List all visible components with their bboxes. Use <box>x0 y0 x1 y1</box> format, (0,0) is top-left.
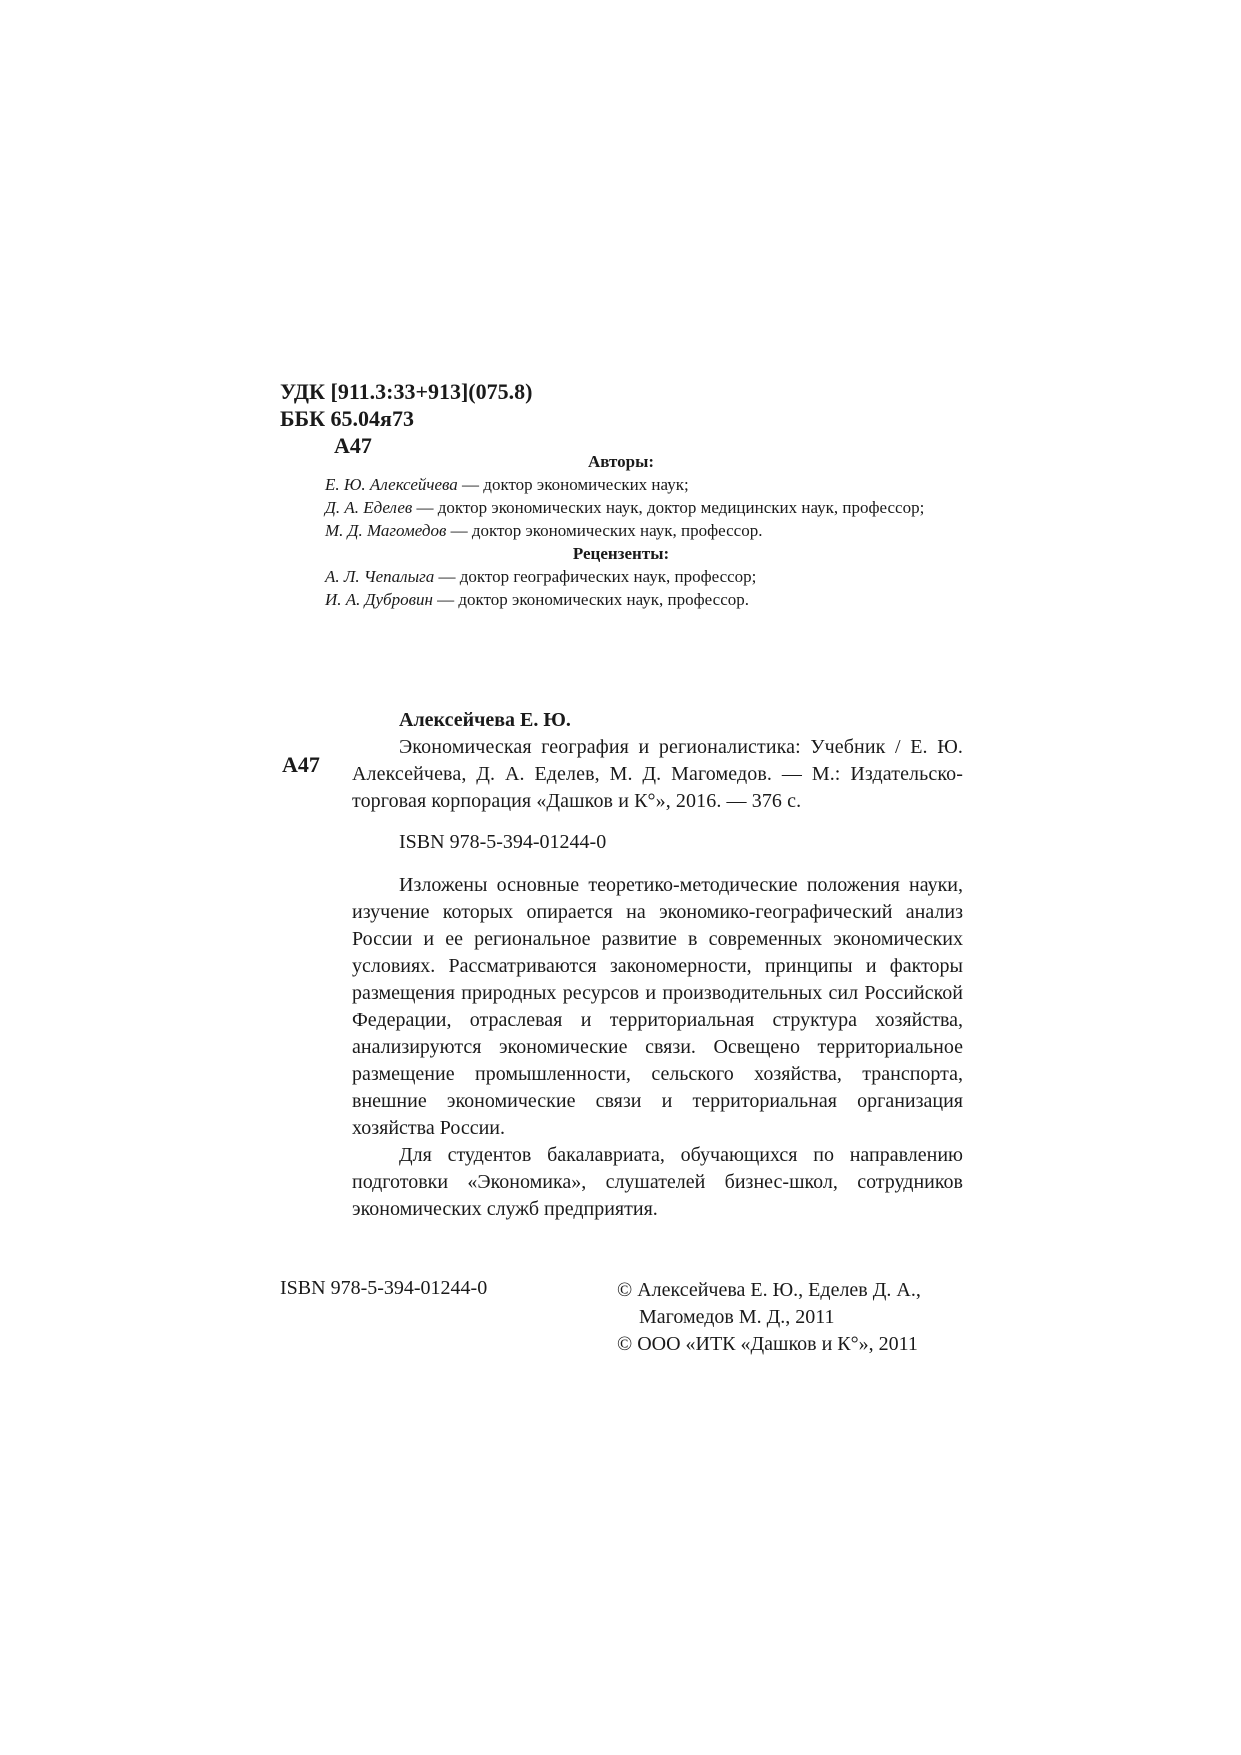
side-author-mark: А47 <box>282 752 320 777</box>
copyright-line: Магомедов М. Д., 2011 <box>639 1306 835 1328</box>
author-name: М. Д. Магомедов <box>325 521 447 540</box>
main-author: Алексейчева Е. Ю. <box>399 709 571 731</box>
author-desc: — доктор экономических наук; <box>457 475 689 494</box>
reviewer-name: А. Л. Чепалыга <box>325 567 435 586</box>
bbk-code: ББК 65.04я73 <box>280 406 414 431</box>
author-name: Е. Ю. Алексейчева <box>325 475 458 494</box>
footer-isbn: ISBN 978-5-394-01244-0 <box>280 1277 488 1299</box>
author-desc: — доктор экономических наук, профессор. <box>446 521 763 540</box>
author-mark: А47 <box>334 433 372 458</box>
author-entry <box>280 519 962 542</box>
author-entry <box>280 496 962 519</box>
isbn-record: ISBN 978-5-394-01244-0 <box>399 831 607 853</box>
reviewer-entry <box>280 588 962 611</box>
copyright-line: © ООО «ИТК «Дашков и К°», 2011 <box>617 1333 918 1355</box>
abstract-paragraph: Изложены основные теоретико-методические положения науки, изучение которых опирается на экономико-географический анализ России и ее региональное развитие в современных экономических условиях. Рассматриваются закономерности, принципы и факторы размещения природных ресурсов и производительных сил Российской Федерации, отраслевая и территориальная структура хозяйства, анализируются экономические связи. Освещено территориальное размещение промышленности, сельского хозяйства, транспорта, внешние экономические связи и территориальная организация хозяйства России. <box>352 874 963 1139</box>
reviewer-entry <box>280 565 962 588</box>
udk-code: УДК [911.3:33+913](075.8) <box>280 379 533 404</box>
catalog-codes <box>280 378 532 459</box>
author-entry <box>280 473 962 496</box>
book-description: Экономическая география и регионалистика: Учебник / Е. Ю. Алексейчева, Д. А. Еделев, М. Д. Магомедов. — М.: Издательско-торговая корпорация «Дашков и К°», 2016. — 376 с. <box>352 736 963 812</box>
reviewers-heading: Рецензенты: <box>572 544 670 563</box>
author-name: Д. А. Еделев <box>325 498 413 517</box>
bibliographic-record <box>352 707 963 1223</box>
reviewer-desc: — доктор географических наук, профессор; <box>434 567 757 586</box>
copyright-block <box>617 1277 977 1358</box>
reviewer-name: И. А. Дубровин <box>325 590 433 609</box>
copyright-line: © Алексейчева Е. Ю., Еделев Д. А., <box>617 1279 921 1301</box>
abstract <box>352 872 963 1223</box>
authors-heading: Авторы: <box>587 452 655 471</box>
abstract-paragraph: Для студентов бакалавриата, обучающихся по направлению подготовки «Экономика», слушателей бизнес-школ, сотрудников экономических служб предприятия. <box>352 1144 963 1220</box>
author-desc: — доктор экономических наук, доктор медицинских наук, профессор; <box>412 498 925 517</box>
reviewer-desc: — доктор экономических наук, профессор. <box>432 590 749 609</box>
credits-block <box>280 450 962 611</box>
